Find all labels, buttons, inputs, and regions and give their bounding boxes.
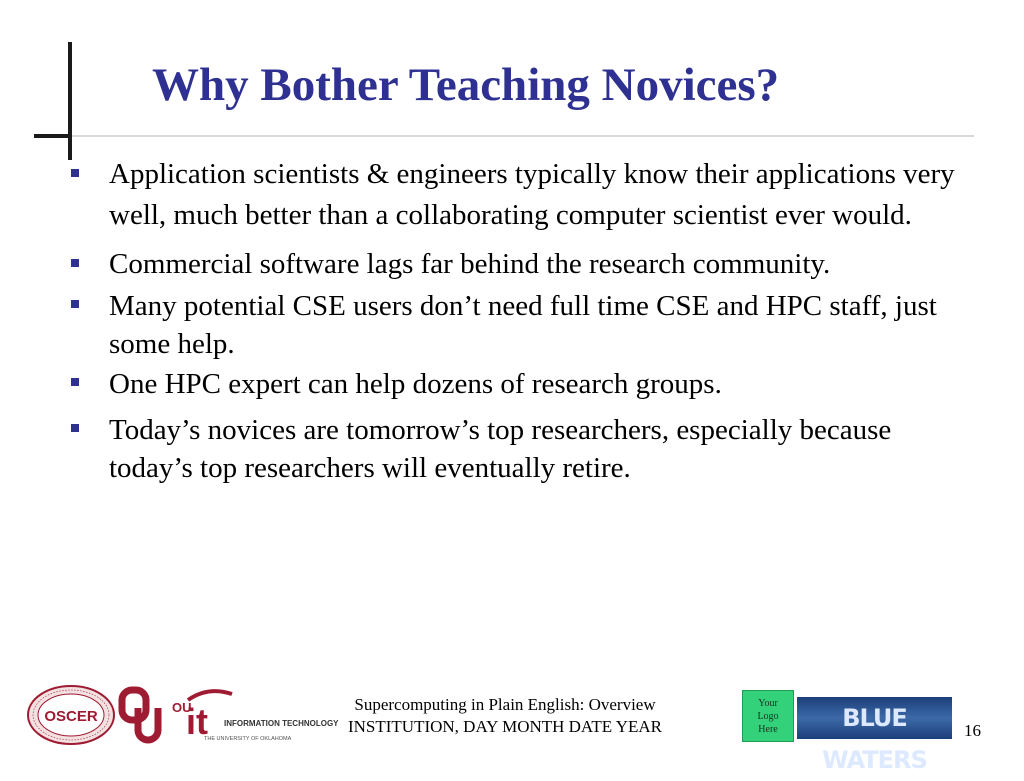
- ou-logo: [118, 686, 166, 746]
- footer-caption: [300, 694, 710, 738]
- blue-waters-logo: BLUE WATERS: [797, 697, 952, 739]
- svg-text:OU: OU: [172, 700, 192, 715]
- your-logo-placeholder: [742, 690, 794, 742]
- bullet-marker-icon: [71, 259, 79, 267]
- your-logo-text: Your Logo Here: [757, 697, 779, 735]
- bullet-marker-icon: [71, 169, 79, 177]
- bullet-text: Commercial software lags far behind the research community.: [109, 248, 831, 280]
- oscer-logo-text: OSCER: [44, 708, 98, 725]
- slide-title: Why Bother Teaching Novices?: [152, 59, 780, 111]
- bullet-list: [68, 154, 968, 487]
- footer-line-2: INSTITUTION, DAY MONTH DATE YEAR: [347, 717, 662, 736]
- page-number: 16: [964, 721, 981, 740]
- corner-horizontal-line: [34, 134, 72, 138]
- it-logo-text: INFORMATION TECHNOLOGY: [224, 719, 339, 728]
- bullet-text: One HPC expert can help dozens of research groups.: [109, 368, 722, 400]
- bullet-marker-icon: [71, 378, 79, 386]
- bullet-marker-icon: [71, 424, 79, 432]
- information-technology-logo: [168, 686, 339, 746]
- bullet-marker-icon: [71, 300, 79, 308]
- it-logo-subtext: THE UNIVERSITY OF OKLAHOMA: [204, 736, 292, 742]
- bullet-item: [68, 244, 968, 285]
- bullet-text: Today’s novices are tomorrow’s top researchers, especially because today’s top researchers will eventually retire.: [109, 414, 892, 484]
- bullet-text: Many potential CSE users don’t need full time CSE and HPC staff, just some help.: [109, 290, 937, 360]
- bullet-item: [68, 154, 968, 236]
- svg-text:it: it: [186, 701, 208, 742]
- oscer-logo: [26, 684, 116, 746]
- corner-vertical-line: [68, 42, 72, 160]
- bullet-item: [68, 411, 968, 487]
- bullet-item: [68, 287, 968, 363]
- bullet-text: Application scientists & engineers typically know their applications very well, much better than a collaborating computer scientist ever would.: [109, 158, 955, 231]
- bullet-item: [68, 365, 968, 403]
- footer-line-1: Supercomputing in Plain English: Overview: [354, 695, 656, 714]
- title-underline: [72, 135, 974, 137]
